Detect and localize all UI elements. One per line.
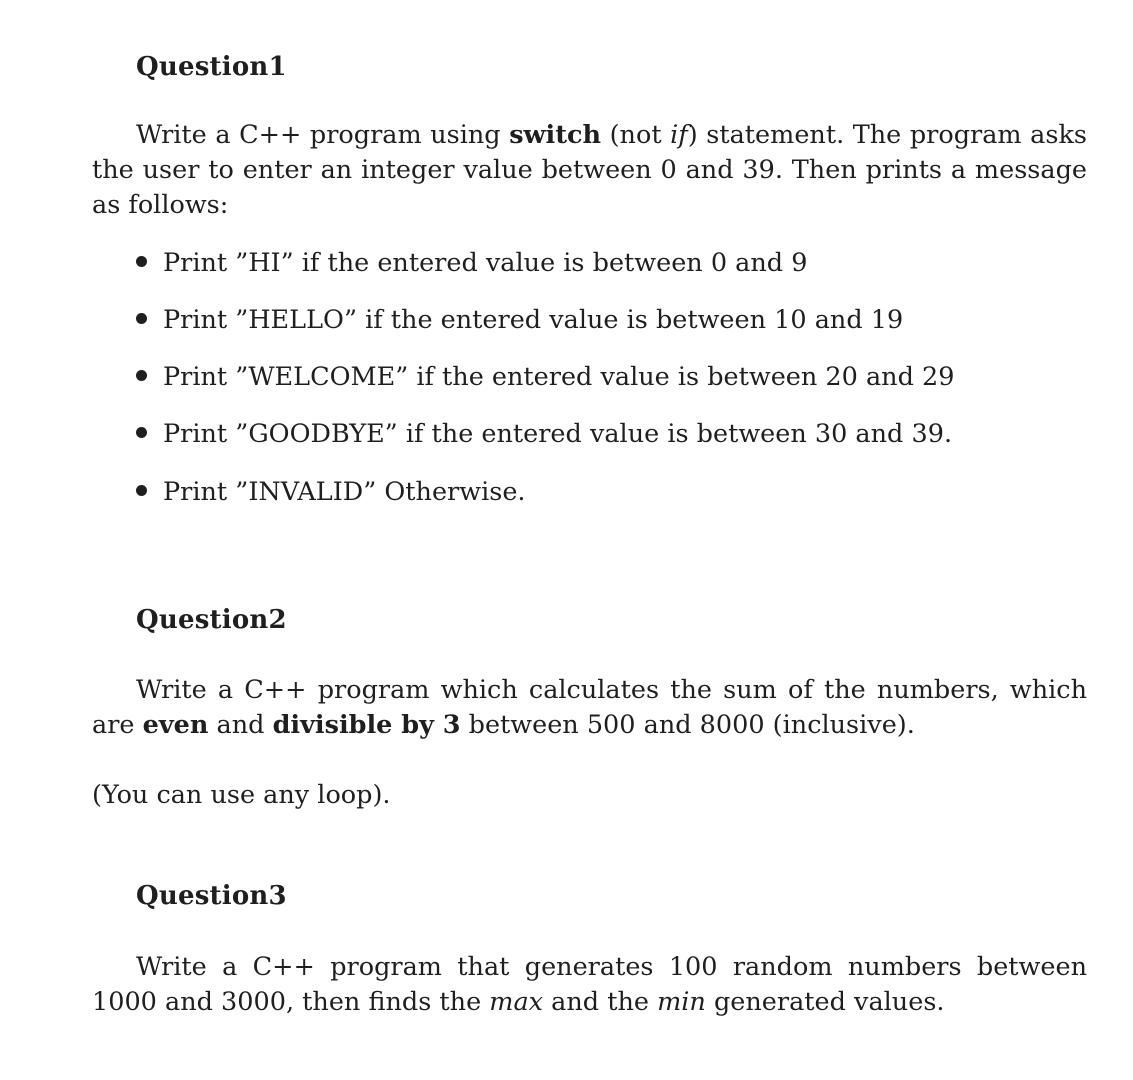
question2-text-part: between 500 and 8000 (inclusive). xyxy=(460,710,915,740)
bullet-text: Print ”HI” if the entered value is between 0 and 9 xyxy=(163,248,808,278)
question1-paragraph xyxy=(92,118,1087,223)
emphasis-divisible: divisible by 3 xyxy=(272,710,461,740)
bullet-text: Print ”WELCOME” if the entered value is between 20 and 29 xyxy=(163,362,955,392)
question3-heading: Question3 xyxy=(136,881,287,911)
bullet-text: Print ”GOODBYE” if the entered value is between 30 and 39. xyxy=(163,419,953,449)
question1-text-part: (not xyxy=(601,120,671,150)
question3-text-part: generated values. xyxy=(705,987,945,1017)
bullet-dot-icon xyxy=(136,370,147,381)
question2-text-part: Write a C++ program which calculates the sum of the numbers, which are xyxy=(92,675,1087,740)
question3-paragraph xyxy=(92,950,1087,1020)
question1-heading: Question1 xyxy=(136,52,287,82)
question2-note: (You can use any loop). xyxy=(92,780,391,810)
bullet-item xyxy=(136,419,952,449)
question1-text-part: ) statement. The program asks the user to enter an integer value between 0 and 39. Then prints a message as follows: xyxy=(92,120,1087,220)
question3-text-part: Write a C++ program that generates 100 random numbers between 1000 and 3000, then finds the xyxy=(92,952,1087,1017)
question2-heading: Question2 xyxy=(136,605,287,635)
emphasis-even: even xyxy=(142,710,209,740)
bullet-text: Print ”HELLO” if the entered value is between 10 and 19 xyxy=(163,305,904,335)
question1-text-part: Write a C++ program using xyxy=(136,120,510,150)
question2-text-part: and xyxy=(208,710,273,740)
bullet-text: Print ”INVALID” Otherwise. xyxy=(163,477,526,507)
bullet-dot-icon xyxy=(136,485,147,496)
question3-text-part: and the xyxy=(543,987,658,1017)
keyword-switch: switch xyxy=(509,120,602,150)
bullet-item xyxy=(136,362,954,392)
bullet-dot-icon xyxy=(136,256,147,267)
bullet-item xyxy=(136,477,526,507)
emphasis-max: max xyxy=(489,987,544,1017)
question2-paragraph xyxy=(92,673,1087,743)
emphasis-min: min xyxy=(657,987,706,1017)
bullet-dot-icon xyxy=(136,427,147,438)
keyword-if: if xyxy=(670,120,688,150)
bullet-item xyxy=(136,248,807,278)
bullet-item xyxy=(136,305,903,335)
bullet-dot-icon xyxy=(136,313,147,324)
